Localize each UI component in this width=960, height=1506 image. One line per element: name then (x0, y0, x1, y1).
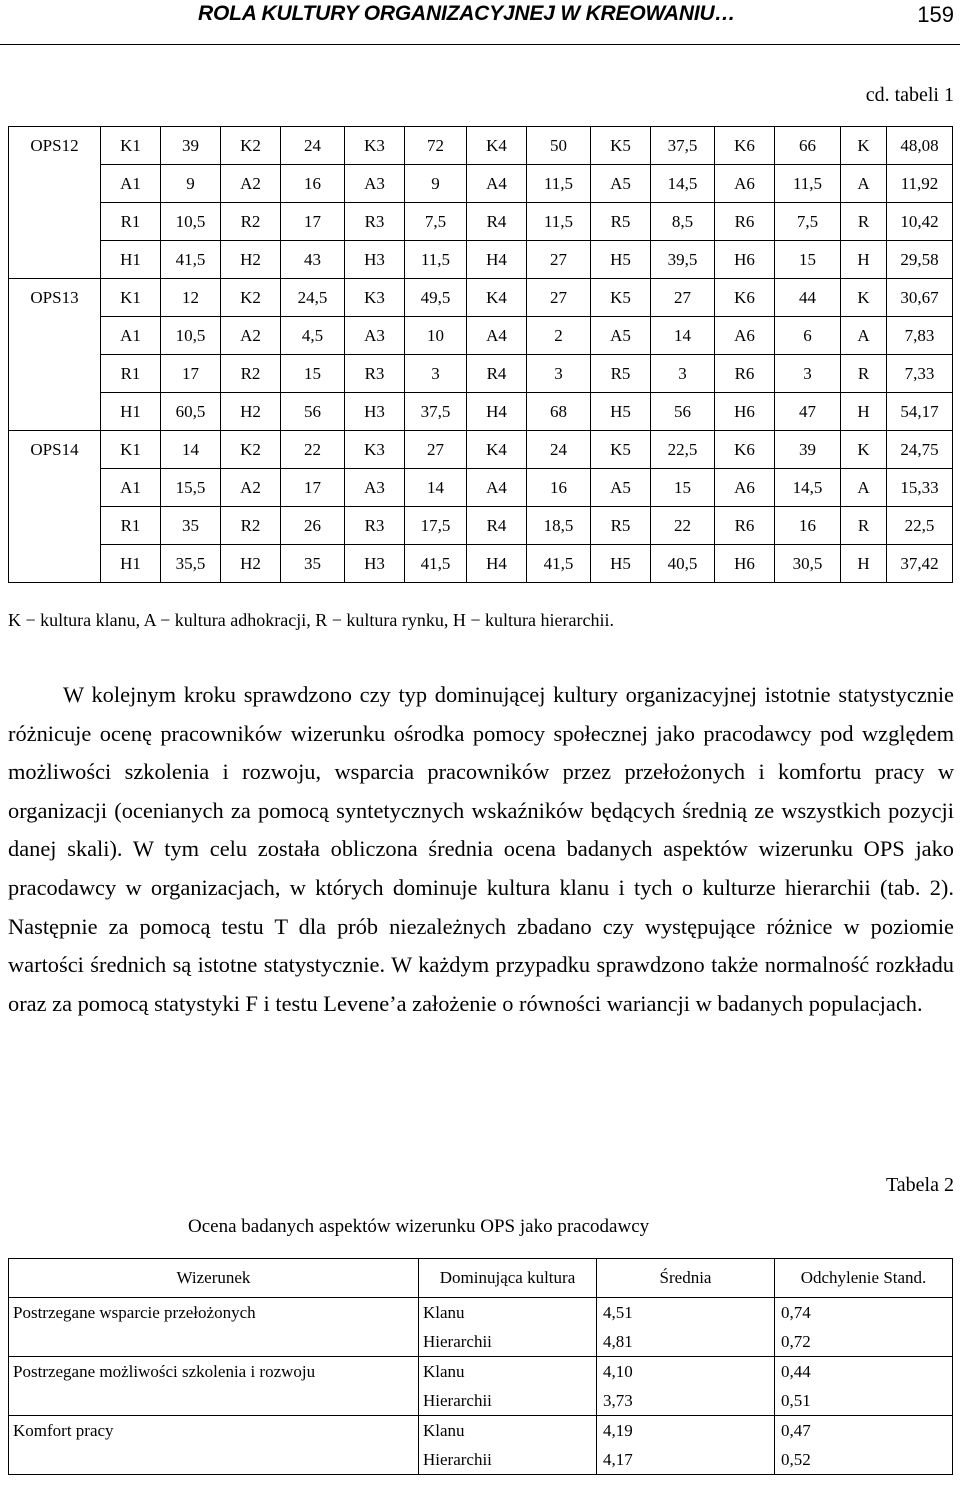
table-cell: A3 (345, 165, 405, 203)
table-cell: A3 (345, 317, 405, 355)
sd-cell: 0,52 (775, 1445, 953, 1475)
group-label (9, 393, 101, 431)
table-cell: A5 (591, 317, 651, 355)
table-cell: H2 (221, 393, 281, 431)
table-legend: K − kultura klanu, A − kultura adhokracji, R − kultura rynku, H − kultura hierarchii. (8, 610, 614, 630)
table-cell: 11,5 (775, 165, 841, 203)
group-label (9, 241, 101, 279)
table-cell: 29,58 (887, 241, 953, 279)
table-cell: 41,5 (405, 545, 467, 583)
group-label (9, 203, 101, 241)
table-cell: A (841, 165, 887, 203)
mean-cell: 4,81 (597, 1327, 775, 1357)
table-cell: R (841, 355, 887, 393)
group-label (9, 355, 101, 393)
table-cell: 22 (651, 507, 715, 545)
table-cell: 9 (405, 165, 467, 203)
table-cell: R6 (715, 355, 775, 393)
aspect-cell: Komfort pracy (9, 1416, 419, 1446)
culture-cell: Hierarchii (419, 1327, 597, 1357)
table-cell: 27 (527, 279, 591, 317)
table-cell: 10,42 (887, 203, 953, 241)
sd-cell: 0,74 (775, 1298, 953, 1328)
table-row (9, 317, 953, 355)
table-cell: 56 (651, 393, 715, 431)
table-cell: 14 (651, 317, 715, 355)
table-cell: 15,5 (161, 469, 221, 507)
table-2-title: Ocena badanych aspektów wizerunku OPS jako pracodawcy (188, 1216, 650, 1237)
table-cell: K (841, 431, 887, 469)
table-cell: R3 (345, 355, 405, 393)
table-cell: A (841, 469, 887, 507)
table-row (9, 1327, 953, 1357)
page-number: 159 (917, 2, 954, 27)
body-paragraph: W kolejnym kroku sprawdzono czy typ dominującej kultury organizacyjnej istotnie statystycznie różnicuje ocenę pracowników wizerunku ośrodka pomocy społecznej jako pracodawcy pod względem możliwości szkolenia i rozwoju, wsparcia pracowników przez przełożonych i komfortu pracy w organizacji (ocenianych za pomocą syntetycznych wskaźników będących średnią ze wszystkich pozycji danej skali). W tym celu została obliczona średnia ocena badanych aspektów wizerunku OPS jako pracodawcy w organizacjach, w których dominuje kultura klanu i tych o kulturze hierarchii (tab. 2). Następnie za pomocą testu T dla prób niezależnych zbadano czy występujące różnice w poziomie wartości średnich są istotne statystycznie. W każdym przypadku sprawdzono także normalność rozkładu oraz za pomocą statystyki F i testu Levene’a założenie o równości wariancji w badanych populacjach. (8, 682, 954, 1016)
table-cell: 14 (405, 469, 467, 507)
table-cell: 10,5 (161, 203, 221, 241)
table-cell: R2 (221, 203, 281, 241)
table-cell: 14 (161, 431, 221, 469)
mean-cell: 4,10 (597, 1357, 775, 1387)
table-cell: 24,5 (281, 279, 345, 317)
table-cell: 15 (651, 469, 715, 507)
table-cell: 60,5 (161, 393, 221, 431)
table-cell: K2 (221, 431, 281, 469)
culture-cell: Klanu (419, 1298, 597, 1328)
table-cell: A4 (467, 469, 527, 507)
table-cell: 35 (281, 545, 345, 583)
table-cell: 44 (775, 279, 841, 317)
aspect-cell (9, 1386, 419, 1416)
header-cell: Odchylenie Stand. (775, 1259, 953, 1298)
culture-cell: Klanu (419, 1416, 597, 1446)
group-label: OPS14 (9, 431, 101, 469)
table-cell: H5 (591, 393, 651, 431)
table-cell: H6 (715, 393, 775, 431)
sd-cell: 0,51 (775, 1386, 953, 1416)
table-cell: 17 (161, 355, 221, 393)
table-cell: 15 (281, 355, 345, 393)
table-cell: R3 (345, 203, 405, 241)
table-cell: H4 (467, 545, 527, 583)
table-cell: K3 (345, 127, 405, 165)
table-cell: 26 (281, 507, 345, 545)
table-cell: 7,5 (775, 203, 841, 241)
group-label (9, 507, 101, 545)
table-cell: A2 (221, 469, 281, 507)
table-cell: H1 (101, 241, 161, 279)
table-cell: 22,5 (651, 431, 715, 469)
table-row (9, 203, 953, 241)
mean-cell: 4,17 (597, 1445, 775, 1475)
table-cell: A5 (591, 165, 651, 203)
table-cell: 4,5 (281, 317, 345, 355)
table-cell: R2 (221, 355, 281, 393)
table-cell: 3 (405, 355, 467, 393)
aspect-cell: Postrzegane wsparcie przełożonych (9, 1298, 419, 1328)
table-cell: H5 (591, 545, 651, 583)
table-cell: 17 (281, 469, 345, 507)
culture-cell: Hierarchii (419, 1386, 597, 1416)
mean-cell: 4,19 (597, 1416, 775, 1446)
table-cell: K3 (345, 279, 405, 317)
group-label (9, 469, 101, 507)
table-cell: 16 (527, 469, 591, 507)
table-cell: R (841, 203, 887, 241)
table-row (9, 431, 953, 469)
table-cell: 30,67 (887, 279, 953, 317)
group-label: OPS12 (9, 127, 101, 165)
table-cell: 11,5 (405, 241, 467, 279)
table-cell: 16 (281, 165, 345, 203)
table-cell: H6 (715, 545, 775, 583)
table-row (9, 1416, 953, 1446)
table-cell: R2 (221, 507, 281, 545)
table-cell: A2 (221, 317, 281, 355)
table-row (9, 127, 953, 165)
page-header (0, 0, 960, 45)
table-cell: 37,5 (405, 393, 467, 431)
table-cell: K (841, 279, 887, 317)
table-cell: A3 (345, 469, 405, 507)
table-2 (8, 1258, 953, 1475)
table-cell: 37,5 (651, 127, 715, 165)
mean-cell: 4,51 (597, 1298, 775, 1328)
table-cell: 41,5 (527, 545, 591, 583)
aspect-cell: Postrzegane możliwości szkolenia i rozwoju (9, 1357, 419, 1387)
table-cell: 24,75 (887, 431, 953, 469)
table-cell: 3 (775, 355, 841, 393)
table-cell: A1 (101, 165, 161, 203)
table-cell: K2 (221, 279, 281, 317)
table-cell: K1 (101, 127, 161, 165)
table-2-label: Tabela 2 (885, 1174, 954, 1196)
table-row (9, 165, 953, 203)
table-cell: 72 (405, 127, 467, 165)
table-cell: A6 (715, 469, 775, 507)
table-cell: 16 (775, 507, 841, 545)
table-cell: K1 (101, 279, 161, 317)
table-cell: 50 (527, 127, 591, 165)
table-cell: H1 (101, 545, 161, 583)
table-cell: 41,5 (161, 241, 221, 279)
table-cell: 35,5 (161, 545, 221, 583)
table-cell: 35 (161, 507, 221, 545)
table-cell: 17 (281, 203, 345, 241)
header-cell: Dominująca kultura (419, 1259, 597, 1298)
mean-cell: 3,73 (597, 1386, 775, 1416)
table-cell: A2 (221, 165, 281, 203)
table-cell: K6 (715, 279, 775, 317)
table-cell: 39,5 (651, 241, 715, 279)
sd-cell: 0,44 (775, 1357, 953, 1387)
table-cell: 8,5 (651, 203, 715, 241)
table-cell: H (841, 393, 887, 431)
table-row (9, 241, 953, 279)
table-cell: 27 (527, 241, 591, 279)
table-cell: 66 (775, 127, 841, 165)
table-cell: 15,33 (887, 469, 953, 507)
table-row (9, 1357, 953, 1387)
table-row (9, 507, 953, 545)
table-cell: H2 (221, 241, 281, 279)
table-continued-label: cd. tabeli 1 (865, 84, 954, 106)
running-title: ROLA KULTURY ORGANIZACYJNEJ W KREOWANIU… (198, 2, 736, 25)
table-cell: 24 (281, 127, 345, 165)
header-cell: Średnia (597, 1259, 775, 1298)
table-cell: K4 (467, 431, 527, 469)
table-cell: A1 (101, 469, 161, 507)
table-cell: 11,5 (527, 165, 591, 203)
table-cell: 22 (281, 431, 345, 469)
table-cell: H (841, 545, 887, 583)
table-cell: 37,42 (887, 545, 953, 583)
table-row (9, 1298, 953, 1328)
table-cell: R5 (591, 203, 651, 241)
table-cell: R1 (101, 507, 161, 545)
table-cell: 2 (527, 317, 591, 355)
group-label (9, 165, 101, 203)
table-cell: 14,5 (651, 165, 715, 203)
culture-cell: Klanu (419, 1357, 597, 1387)
table-row (9, 469, 953, 507)
table-cell: 39 (161, 127, 221, 165)
table-cell: 15 (775, 241, 841, 279)
table-cell: K5 (591, 279, 651, 317)
table-cell: 68 (527, 393, 591, 431)
table-cell: R4 (467, 355, 527, 393)
group-label (9, 545, 101, 583)
table-cell: K4 (467, 127, 527, 165)
table-cell: H3 (345, 241, 405, 279)
table-cell: H4 (467, 241, 527, 279)
table-cell: K4 (467, 279, 527, 317)
table-cell: 27 (651, 279, 715, 317)
table-row (9, 545, 953, 583)
sd-cell: 0,72 (775, 1327, 953, 1357)
table-cell: R1 (101, 203, 161, 241)
table-cell: 11,92 (887, 165, 953, 203)
table-cell: 10,5 (161, 317, 221, 355)
table-cell: H (841, 241, 887, 279)
table-cell: 39 (775, 431, 841, 469)
table-cell: H4 (467, 393, 527, 431)
table-row (9, 1386, 953, 1416)
group-label (9, 317, 101, 355)
table-cell: 18,5 (527, 507, 591, 545)
table-cell: 54,17 (887, 393, 953, 431)
table-cell: 7,83 (887, 317, 953, 355)
table-cell: H2 (221, 545, 281, 583)
table-cell: 11,5 (527, 203, 591, 241)
aspect-cell (9, 1327, 419, 1357)
table-cell: 24 (527, 431, 591, 469)
table-cell: 7,33 (887, 355, 953, 393)
table-cell: A1 (101, 317, 161, 355)
table-cell: H1 (101, 393, 161, 431)
table-cell: 30,5 (775, 545, 841, 583)
table-cell: A5 (591, 469, 651, 507)
table-cell: 48,08 (887, 127, 953, 165)
table-cell: K5 (591, 431, 651, 469)
aspect-cell (9, 1445, 419, 1475)
table-row (9, 393, 953, 431)
table-cell: 47 (775, 393, 841, 431)
table-cell: H3 (345, 545, 405, 583)
table-cell: 22,5 (887, 507, 953, 545)
table-cell: R1 (101, 355, 161, 393)
table-cell: A (841, 317, 887, 355)
table-1 (8, 126, 953, 583)
table-cell: K5 (591, 127, 651, 165)
table-cell: R3 (345, 507, 405, 545)
table-cell: 43 (281, 241, 345, 279)
table-cell: H6 (715, 241, 775, 279)
table-cell: K2 (221, 127, 281, 165)
table-cell: A6 (715, 317, 775, 355)
table-cell: R5 (591, 507, 651, 545)
table-cell: 17,5 (405, 507, 467, 545)
table-cell: 3 (527, 355, 591, 393)
table-cell: A4 (467, 165, 527, 203)
table-cell: 56 (281, 393, 345, 431)
table-cell: R6 (715, 203, 775, 241)
table-cell: K3 (345, 431, 405, 469)
table-cell: 7,5 (405, 203, 467, 241)
table-cell: R (841, 507, 887, 545)
header-cell: Wizerunek (9, 1259, 419, 1298)
table-cell: 10 (405, 317, 467, 355)
table-cell: A4 (467, 317, 527, 355)
table-cell: K6 (715, 127, 775, 165)
table-cell: K1 (101, 431, 161, 469)
sd-cell: 0,47 (775, 1416, 953, 1446)
table-row (9, 1445, 953, 1475)
group-label: OPS13 (9, 279, 101, 317)
table-cell: K6 (715, 431, 775, 469)
table-cell: H3 (345, 393, 405, 431)
table-cell: K (841, 127, 887, 165)
table-row (9, 355, 953, 393)
table-cell: H5 (591, 241, 651, 279)
table-cell: 27 (405, 431, 467, 469)
culture-cell: Hierarchii (419, 1445, 597, 1475)
table-cell: R4 (467, 507, 527, 545)
table-cell: 6 (775, 317, 841, 355)
table-row (9, 279, 953, 317)
table-cell: 14,5 (775, 469, 841, 507)
table-cell: A6 (715, 165, 775, 203)
table-cell: 9 (161, 165, 221, 203)
table-cell: R4 (467, 203, 527, 241)
table-cell: 49,5 (405, 279, 467, 317)
table-cell: 3 (651, 355, 715, 393)
table-cell: 40,5 (651, 545, 715, 583)
table-cell: 12 (161, 279, 221, 317)
table-cell: R5 (591, 355, 651, 393)
table-cell: R6 (715, 507, 775, 545)
